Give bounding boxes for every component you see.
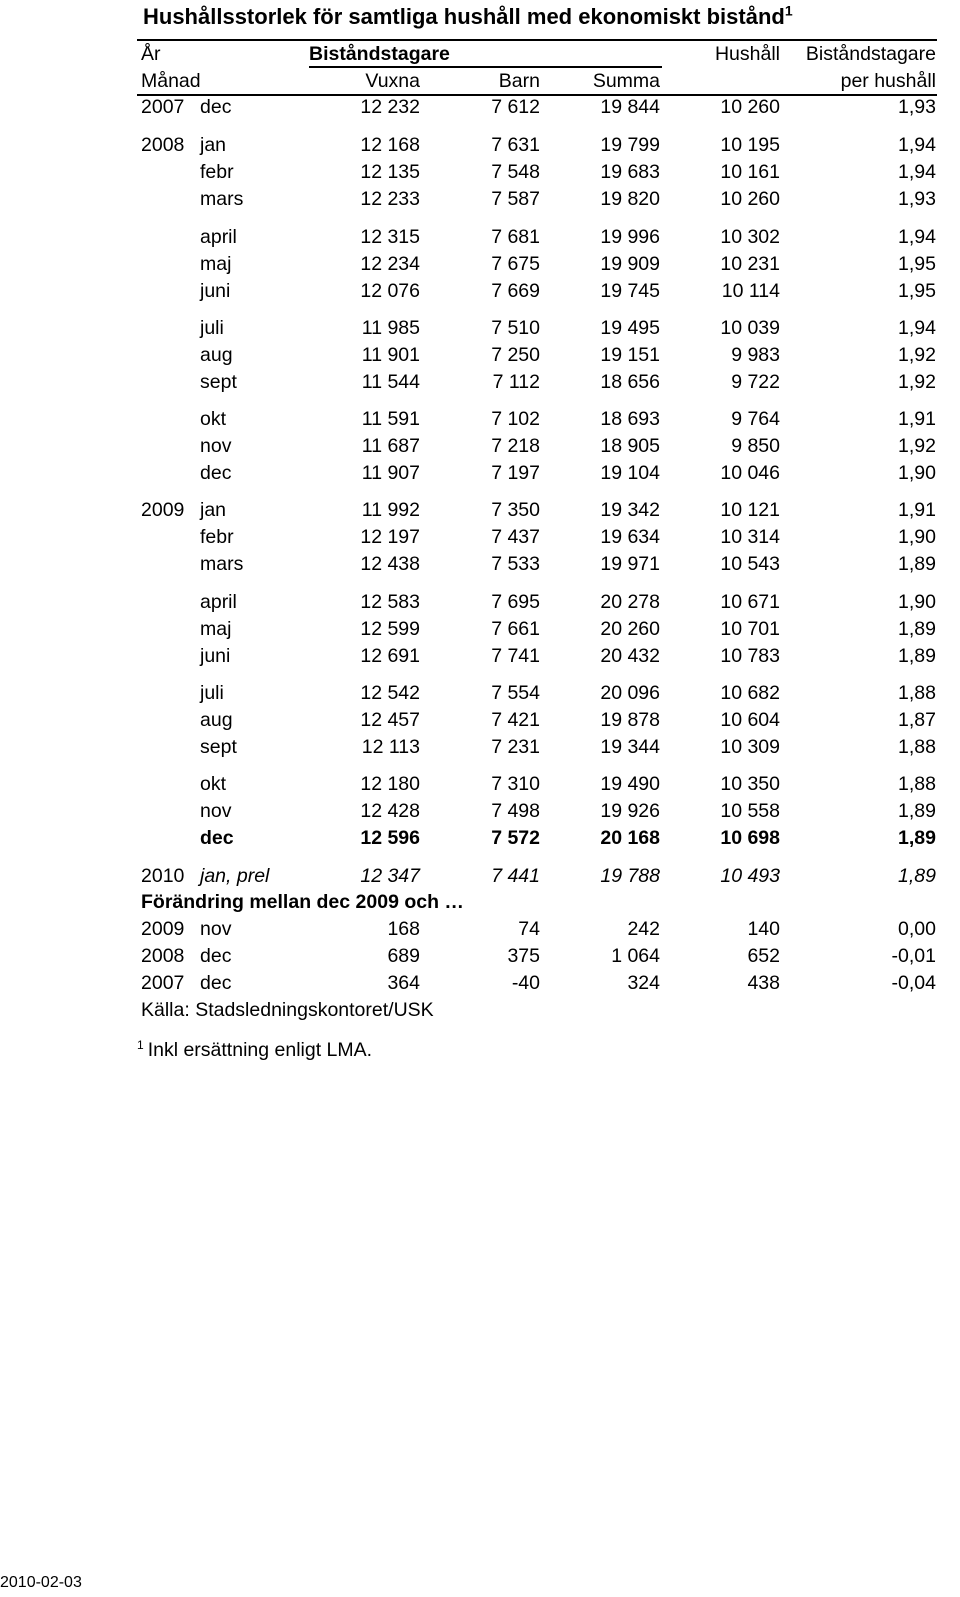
cell-month: juni [200, 645, 231, 667]
cell-children: 7 631 [491, 134, 540, 156]
cell-per: 1,92 [898, 435, 936, 457]
table-row [0, 251, 960, 278]
cell-households: 9 983 [731, 344, 780, 366]
footnote-mark: 1 [137, 1037, 144, 1052]
cell-households: 10 783 [720, 645, 780, 667]
cell-per: 1,95 [898, 280, 936, 302]
cell-per: 1,89 [898, 865, 936, 887]
cell-children: 7 421 [491, 709, 540, 731]
cell-year: 2008 [141, 945, 185, 967]
cell-month: jan, prel [200, 865, 270, 887]
cell-adults: 12 438 [360, 553, 420, 575]
cell-children: 7 498 [491, 800, 540, 822]
cell-sum: 324 [627, 972, 660, 994]
cell-adults: 12 583 [360, 591, 420, 613]
cell-sum: 1 064 [611, 945, 660, 967]
table-row [0, 734, 960, 761]
cell-children: 7 675 [491, 253, 540, 275]
cell-sum: 19 878 [600, 709, 660, 731]
cell-month: dec [200, 945, 232, 967]
cell-children: 7 441 [491, 865, 540, 887]
cell-sum: 19 683 [600, 161, 660, 183]
cell-month: nov [200, 918, 232, 940]
table-row [0, 863, 960, 890]
cell-adults: 12 596 [360, 827, 420, 849]
cell-adults: 11 907 [361, 462, 420, 484]
cell-sum: 20 278 [600, 591, 660, 613]
cell-households: 10 309 [720, 736, 780, 758]
cell-households: 438 [747, 972, 780, 994]
cell-households: 10 701 [720, 618, 780, 640]
cell-month: okt [200, 408, 227, 430]
header-adults: Vuxna [365, 70, 420, 92]
cell-month: juni [200, 280, 231, 302]
table-row [0, 707, 960, 734]
cell-households: 10 161 [720, 161, 780, 183]
cell-month: jan [200, 134, 227, 156]
cell-per: 1,89 [898, 800, 936, 822]
cell-households: 9 850 [731, 435, 780, 457]
cell-per: 1,89 [898, 618, 936, 640]
cell-households: 10 604 [720, 709, 780, 731]
cell-children: 7 102 [491, 408, 540, 430]
cell-sum: 20 432 [600, 645, 660, 667]
cell-households: 10 114 [721, 280, 780, 302]
cell-year: 2008 [141, 134, 185, 156]
change-section-title: Förändring mellan dec 2009 och … [141, 891, 464, 913]
cell-adults: 12 542 [360, 682, 420, 704]
cell-per: 1,93 [898, 96, 936, 118]
table-row [0, 970, 960, 997]
header-children: Barn [498, 70, 540, 92]
cell-adults: 11 901 [361, 344, 420, 366]
cell-households: 10 302 [720, 226, 780, 248]
cell-year: 2007 [141, 96, 185, 118]
cell-children: 7 741 [491, 645, 540, 667]
cell-children: 7 612 [491, 96, 540, 118]
cell-children: 7 533 [491, 553, 540, 575]
cell-sum: 19 971 [600, 553, 660, 575]
cell-sum: 19 495 [600, 317, 660, 339]
table-row [0, 524, 960, 551]
cell-children: 7 310 [491, 773, 540, 795]
table-row [0, 224, 960, 251]
table-row [0, 589, 960, 616]
cell-adults: 689 [387, 945, 420, 967]
cell-month: dec [200, 462, 232, 484]
table-row [0, 497, 960, 524]
header-month: Månad [141, 70, 201, 92]
cell-children: 7 437 [491, 526, 540, 548]
header-sum: Summa [592, 70, 660, 92]
cell-per: 1,92 [898, 344, 936, 366]
cell-households: 10 260 [720, 188, 780, 210]
cell-sum: 18 693 [600, 408, 660, 430]
cell-month: dec [200, 96, 232, 118]
cell-children: 375 [507, 945, 540, 967]
header-households: Hushåll [714, 43, 780, 65]
cell-adults: 12 197 [360, 526, 420, 548]
cell-sum: 19 490 [600, 773, 660, 795]
cell-per: 1,88 [898, 773, 936, 795]
table-row [0, 433, 960, 460]
cell-children: 7 350 [491, 499, 540, 521]
title-footnote-mark: 1 [784, 2, 793, 19]
cell-adults: 11 544 [361, 371, 420, 393]
footnote [137, 1037, 372, 1064]
cell-month: nov [200, 800, 232, 822]
cell-month: mars [200, 188, 244, 210]
cell-year: 2007 [141, 972, 185, 994]
cell-month: sept [200, 371, 237, 393]
cell-households: 10 543 [720, 553, 780, 575]
cell-month: aug [200, 709, 233, 731]
cell-sum: 19 926 [600, 800, 660, 822]
cell-households: 10 260 [720, 96, 780, 118]
cell-adults: 12 180 [360, 773, 420, 795]
table-row [0, 643, 960, 670]
cell-adults: 364 [387, 972, 420, 994]
table-row [0, 94, 960, 121]
cell-households: 10 350 [720, 773, 780, 795]
cell-per: 1,90 [898, 526, 936, 548]
cell-adults: 12 347 [360, 865, 420, 887]
source-note: Källa: Stadsledningskontoret/USK [141, 999, 434, 1021]
header-per-top: Biståndstagare [805, 43, 936, 65]
table-row [0, 616, 960, 643]
cell-month: okt [200, 773, 227, 795]
cell-sum: 19 820 [600, 188, 660, 210]
cell-month: jan [200, 499, 227, 521]
cell-children: 7 250 [491, 344, 540, 366]
cell-month: maj [200, 618, 232, 640]
cell-per: 1,87 [898, 709, 936, 731]
cell-month: febr [200, 161, 234, 183]
cell-year: 2010 [141, 865, 185, 887]
cell-month: mars [200, 553, 244, 575]
cell-adults: 11 992 [361, 499, 420, 521]
cell-month: juli [200, 682, 224, 704]
cell-households: 10 682 [720, 682, 780, 704]
cell-month: sept [200, 736, 237, 758]
cell-children: 7 695 [491, 591, 540, 613]
cell-sum: 19 996 [600, 226, 660, 248]
cell-households: 140 [747, 918, 780, 940]
cell-sum: 242 [627, 918, 660, 940]
cell-children: 7 112 [492, 371, 540, 393]
table-row [0, 342, 960, 369]
table-row [0, 132, 960, 159]
title-text: Hushållsstorlek för samtliga hushåll med ekonomiskt bistånd [143, 4, 785, 29]
cell-per: 1,89 [898, 553, 936, 575]
cell-adults: 11 985 [361, 317, 420, 339]
cell-households: 10 698 [720, 827, 780, 849]
cell-per: 1,88 [898, 682, 936, 704]
header-row-1 [0, 41, 960, 68]
cell-month: aug [200, 344, 233, 366]
cell-children: 7 554 [491, 682, 540, 704]
cell-children: 7 510 [491, 317, 540, 339]
table-row [0, 460, 960, 487]
cell-adults: 12 232 [360, 96, 420, 118]
cell-households: 10 493 [720, 865, 780, 887]
cell-adults: 12 599 [360, 618, 420, 640]
cell-adults: 12 076 [360, 280, 420, 302]
cell-per: -0,04 [891, 972, 936, 994]
cell-sum: 19 344 [600, 736, 660, 758]
cell-sum: 18 905 [600, 435, 660, 457]
cell-per: 1,91 [898, 499, 936, 521]
table-row [0, 159, 960, 186]
cell-adults: 12 457 [360, 709, 420, 731]
table-row [0, 680, 960, 707]
cell-households: 10 046 [720, 462, 780, 484]
cell-adults: 12 168 [360, 134, 420, 156]
cell-per: -0,01 [891, 945, 936, 967]
table-row [0, 278, 960, 305]
cell-children: 7 587 [491, 188, 540, 210]
cell-households: 10 195 [720, 134, 780, 156]
cell-sum: 19 844 [600, 96, 660, 118]
cell-sum: 19 634 [600, 526, 660, 548]
cell-month: maj [200, 253, 232, 275]
cell-adults: 12 234 [360, 253, 420, 275]
cell-per: 1,90 [898, 462, 936, 484]
cell-children: 7 548 [491, 161, 540, 183]
cell-children: 7 197 [491, 462, 540, 484]
cell-sum: 19 151 [600, 344, 660, 366]
cell-per: 1,88 [898, 736, 936, 758]
cell-month: juli [200, 317, 224, 339]
header-row-2 [0, 68, 960, 95]
cell-households: 10 314 [720, 526, 780, 548]
cell-children: 7 681 [491, 226, 540, 248]
cell-adults: 11 591 [361, 408, 420, 430]
cell-month: dec [200, 827, 234, 849]
cell-per: 1,89 [898, 827, 936, 849]
cell-children: 7 231 [491, 736, 540, 758]
table-row [0, 551, 960, 578]
cell-adults: 12 428 [360, 800, 420, 822]
cell-sum: 19 342 [600, 499, 660, 521]
cell-households: 10 039 [720, 317, 780, 339]
cell-sum: 19 788 [600, 865, 660, 887]
cell-sum: 18 656 [600, 371, 660, 393]
cell-adults: 12 691 [360, 645, 420, 667]
cell-adults: 12 233 [360, 188, 420, 210]
cell-year: 2009 [141, 499, 185, 521]
cell-per: 1,94 [898, 226, 936, 248]
cell-sum: 19 909 [600, 253, 660, 275]
cell-per: 0,00 [898, 918, 936, 940]
cell-children: 7 572 [491, 827, 540, 849]
cell-month: dec [200, 972, 232, 994]
table-row [0, 943, 960, 970]
cell-households: 10 231 [720, 253, 780, 275]
cell-per: 1,93 [898, 188, 936, 210]
cell-sum: 20 168 [600, 827, 660, 849]
page-date: 2010-02-03 [0, 1574, 82, 1591]
table-row [0, 315, 960, 342]
cell-month: april [200, 591, 237, 613]
header-group: Biståndstagare [309, 43, 450, 65]
cell-per: 1,92 [898, 371, 936, 393]
cell-per: 1,94 [898, 161, 936, 183]
table-row [0, 771, 960, 798]
cell-adults: 12 113 [361, 736, 420, 758]
cell-children: -40 [511, 972, 540, 994]
cell-children: 7 661 [491, 618, 540, 640]
cell-households: 652 [747, 945, 780, 967]
cell-adults: 168 [387, 918, 420, 940]
cell-adults: 11 687 [361, 435, 420, 457]
cell-adults: 12 135 [360, 161, 420, 183]
cell-children: 74 [518, 918, 540, 940]
cell-year: 2009 [141, 918, 185, 940]
cell-per: 1,91 [898, 408, 936, 430]
cell-per: 1,94 [898, 134, 936, 156]
cell-households: 10 671 [720, 591, 780, 613]
header-year: År [141, 43, 161, 65]
cell-sum: 19 745 [600, 280, 660, 302]
cell-sum: 19 799 [600, 134, 660, 156]
cell-per: 1,90 [898, 591, 936, 613]
table-row [0, 916, 960, 943]
cell-households: 10 121 [720, 499, 780, 521]
cell-sum: 20 096 [600, 682, 660, 704]
cell-children: 7 669 [491, 280, 540, 302]
footnote-text: Inkl ersättning enligt LMA. [147, 1039, 373, 1061]
cell-children: 7 218 [491, 435, 540, 457]
cell-sum: 19 104 [600, 462, 660, 484]
cell-per: 1,94 [898, 317, 936, 339]
cell-month: febr [200, 526, 234, 548]
table-row [0, 825, 960, 852]
table-row [0, 186, 960, 213]
cell-per: 1,89 [898, 645, 936, 667]
cell-adults: 12 315 [360, 226, 420, 248]
cell-month: nov [200, 435, 232, 457]
cell-households: 9 722 [731, 371, 780, 393]
table-row [0, 406, 960, 433]
cell-households: 9 764 [731, 408, 780, 430]
page-title [143, 4, 793, 30]
header-per-bottom: per hushåll [840, 70, 936, 92]
cell-month: april [200, 226, 237, 248]
cell-per: 1,95 [898, 253, 936, 275]
table-row [0, 369, 960, 396]
cell-sum: 20 260 [600, 618, 660, 640]
table-row [0, 798, 960, 825]
cell-households: 10 558 [720, 800, 780, 822]
